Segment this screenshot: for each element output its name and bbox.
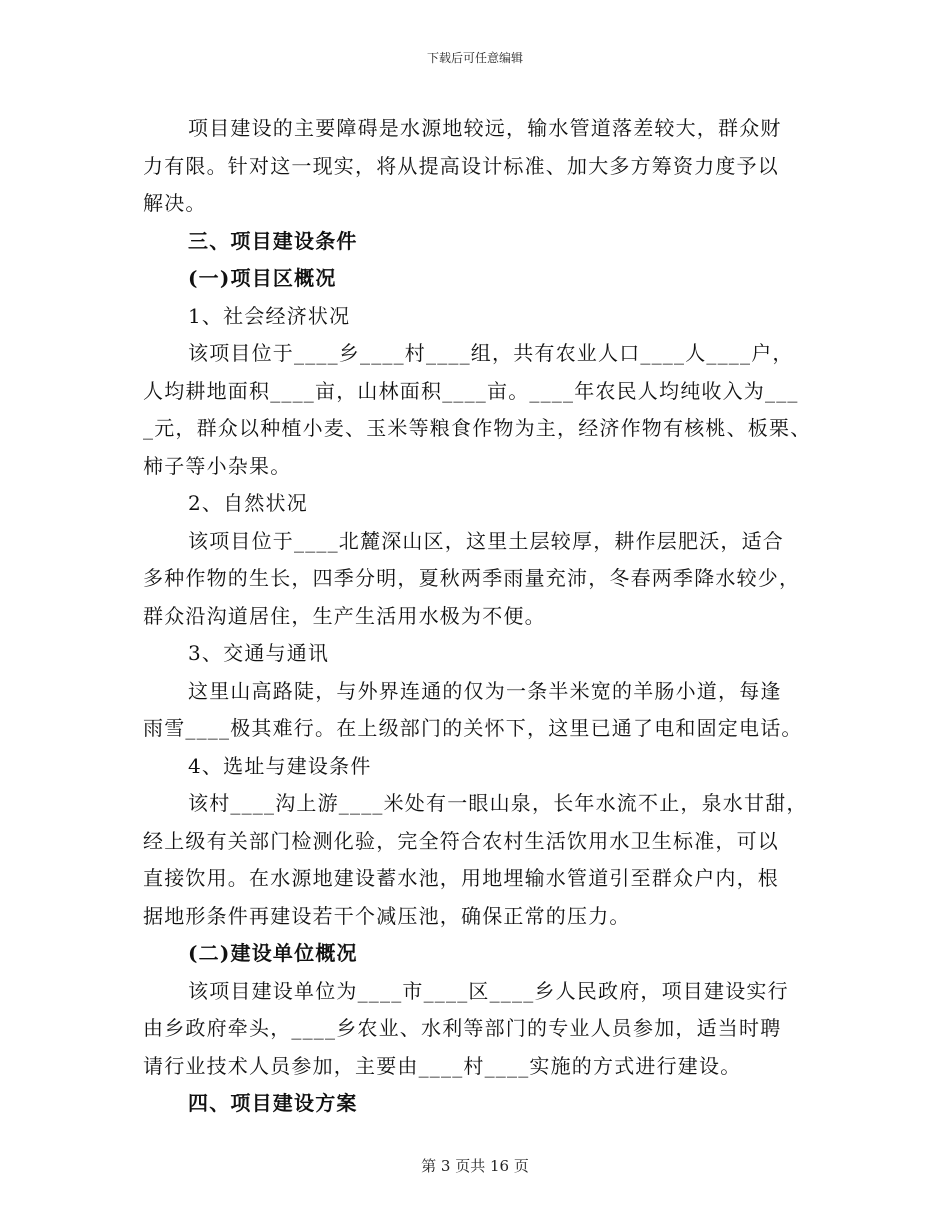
item-heading: 4、选址与建设条件: [188, 753, 372, 778]
paragraph-line: 该项目建设单位为____市____区____乡人民政府，项目建设实行: [188, 978, 789, 1003]
item-heading: 1、社会经济状况: [188, 303, 351, 328]
paragraph-line: 由乡政府牵头，____乡农业、水利等部门的专业人员参加，适当时聘: [143, 1016, 782, 1040]
paragraph-line: 柿子等小杂果。: [143, 453, 292, 478]
section-heading: 三、项目建设条件: [188, 228, 358, 253]
section-heading: 四、项目建设方案: [188, 1091, 358, 1115]
subsection-heading: (二)建设单位概况: [188, 941, 358, 965]
page-number: 第 3 页共 16 页: [421, 1157, 529, 1175]
paragraph-line: 请行业技术人员参加，主要由____村____实施的方式进行建设。: [143, 1053, 742, 1078]
paragraph-line: _元，群众以种植小麦、玉米等粮食作物为主，经济作物有核桃、板栗、: [143, 416, 812, 440]
paragraph-line: 力有限。针对这一现实，将从提高设计标准、加大多方筹资力度予以: [143, 153, 779, 178]
paragraph-line: 人均耕地面积____亩，山林面积____亩。____年农民人均纯收入为___: [143, 378, 799, 403]
paragraph-line: 群众沿沟道居住，生产生活用水极为不便。: [143, 603, 546, 628]
paragraph-line: 多种作物的生长，四季分明，夏秋两季雨量充沛，冬春两季降水较少，: [143, 566, 801, 590]
paragraph-line: 该项目位于____北麓深山区，这里土层较厚，耕作层肥沃，适合: [188, 528, 784, 553]
item-heading: 2、自然状况: [188, 491, 308, 515]
subsection-heading: (一)项目区概况: [188, 266, 337, 290]
paragraph-line: 直接饮用。在水源地建设蓄水池，用地埋输水管道引至群众户内，根: [143, 866, 779, 890]
paragraph-line: 该项目位于____乡____村____组，共有农业人口____人____户，: [188, 341, 794, 365]
paragraph-line: 这里山高路陡，与外界连通的仅为一条半米宽的羊肠小道，每逢: [188, 678, 782, 703]
paragraph-line: 该村____沟上游____米处有一眼山泉，长年水流不止，泉水甘甜，: [188, 791, 808, 815]
paragraph-line: 项目建设的主要障碍是水源地较远，输水管道落差较大，群众财: [188, 116, 782, 140]
paragraph-line: 雨雪____极其难行。在上级部门的关怀下，这里已通了电和固定电话。: [143, 716, 803, 740]
paragraph-line: 经上级有关部门检测化验，完全符合农村生活饮用水卫生标准，可以: [143, 828, 779, 853]
item-heading: 3、交通与通讯: [188, 641, 330, 665]
paragraph-line: 据地形条件再建设若干个减压池，确保正常的压力。: [143, 903, 631, 928]
document-body: [143, 110, 823, 1123]
page-header: 下载后可任意编辑: [426, 51, 523, 65]
paragraph-line: 解决。: [143, 191, 207, 215]
